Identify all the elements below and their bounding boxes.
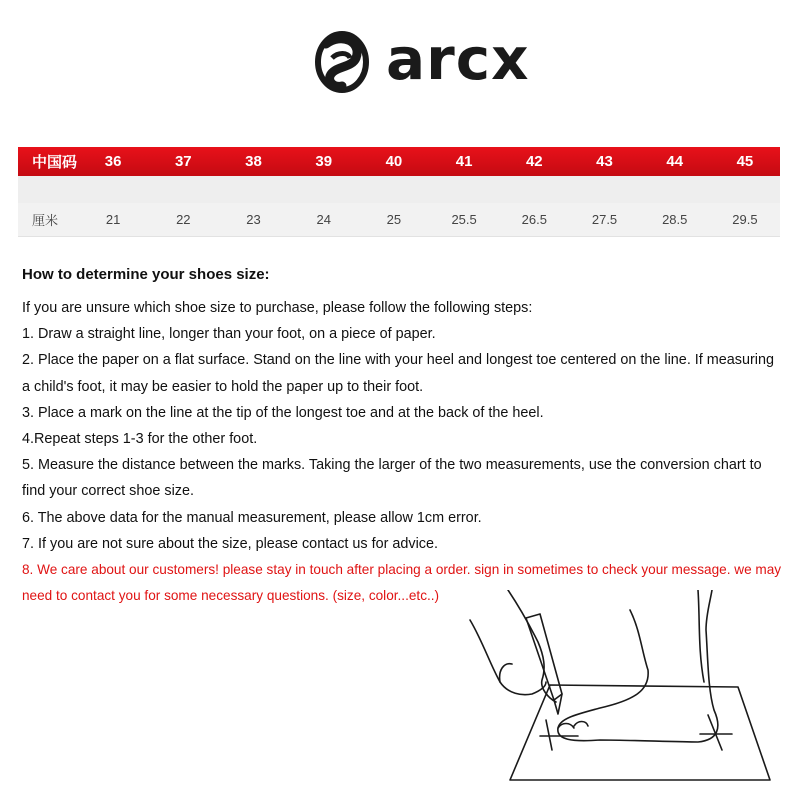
cm-cell: 29.5 bbox=[732, 212, 758, 227]
guide-intro: If you are unsure which shoe size to purchase, please follow the following steps: bbox=[22, 300, 533, 316]
guide-step: 3. Place a mark on the line at the tip of the longest toe and at the back of the heel. bbox=[22, 404, 544, 421]
size-cell: 42 bbox=[525, 153, 543, 170]
foot-measuring-illustration bbox=[460, 590, 790, 795]
guide-step: 7. If you are not sure about the size, please contact us for advice. bbox=[22, 535, 438, 552]
guide-step: 1. Draw a straight line, longer than your foot, on a piece of paper. bbox=[22, 326, 436, 343]
size-cell: 38 bbox=[245, 153, 262, 170]
cm-cell: 22 bbox=[176, 212, 191, 227]
guide-step: 5. Measure the distance between the marks. Taking the larger of the two measurements, use the conversion chart to find your correct shoe size. bbox=[22, 457, 762, 500]
size-chart bbox=[18, 147, 780, 237]
size-cell: 43 bbox=[596, 153, 613, 170]
cm-cell: 26.5 bbox=[521, 212, 547, 227]
cm-cell: 27.5 bbox=[591, 212, 618, 227]
size-cell: 37 bbox=[174, 153, 192, 170]
cm-label: 厘米 bbox=[32, 213, 59, 228]
size-cell: 40 bbox=[385, 153, 403, 170]
cm-cell: 25 bbox=[386, 212, 402, 227]
size-guide bbox=[22, 265, 782, 609]
cm-cell: 25.5 bbox=[451, 212, 477, 227]
cm-cell: 23 bbox=[246, 212, 261, 227]
size-cell: 36 bbox=[104, 153, 122, 170]
cn-size-row bbox=[18, 147, 780, 176]
size-cell: 39 bbox=[315, 153, 333, 170]
customer-notice: 8. We care about our customers! please stay in touch after placing a order. sign in sometimes to check your message. we may need to contact you for some necessary questions. (size, color...etc..) bbox=[22, 562, 782, 604]
guide-title: How to determine your shoes size: bbox=[22, 266, 270, 283]
arcx-emblem-icon bbox=[312, 22, 378, 100]
spacer-row bbox=[18, 176, 780, 203]
brand-logo bbox=[312, 22, 572, 100]
size-cell: 44 bbox=[666, 153, 684, 170]
cm-cell: 21 bbox=[105, 212, 121, 227]
cm-cell: 28.5 bbox=[662, 212, 688, 227]
cm-row bbox=[18, 203, 780, 237]
cm-cell: 24 bbox=[316, 212, 331, 227]
size-cell: 41 bbox=[455, 153, 473, 170]
guide-step: 4.Repeat steps 1-3 for the other foot. bbox=[22, 431, 258, 448]
guide-step: 2. Place the paper on a flat surface. Stand on the line with your heel and longest toe centered on the line. If measuring a child's foot, it may be easier to hold the paper up to their foot. bbox=[22, 352, 774, 395]
brand-name: arcx bbox=[386, 25, 530, 93]
guide-step: 6. The above data for the manual measurement, please allow 1cm error. bbox=[22, 509, 482, 526]
size-cell: 45 bbox=[736, 153, 754, 170]
cn-size-label: 中国码 bbox=[32, 154, 78, 171]
